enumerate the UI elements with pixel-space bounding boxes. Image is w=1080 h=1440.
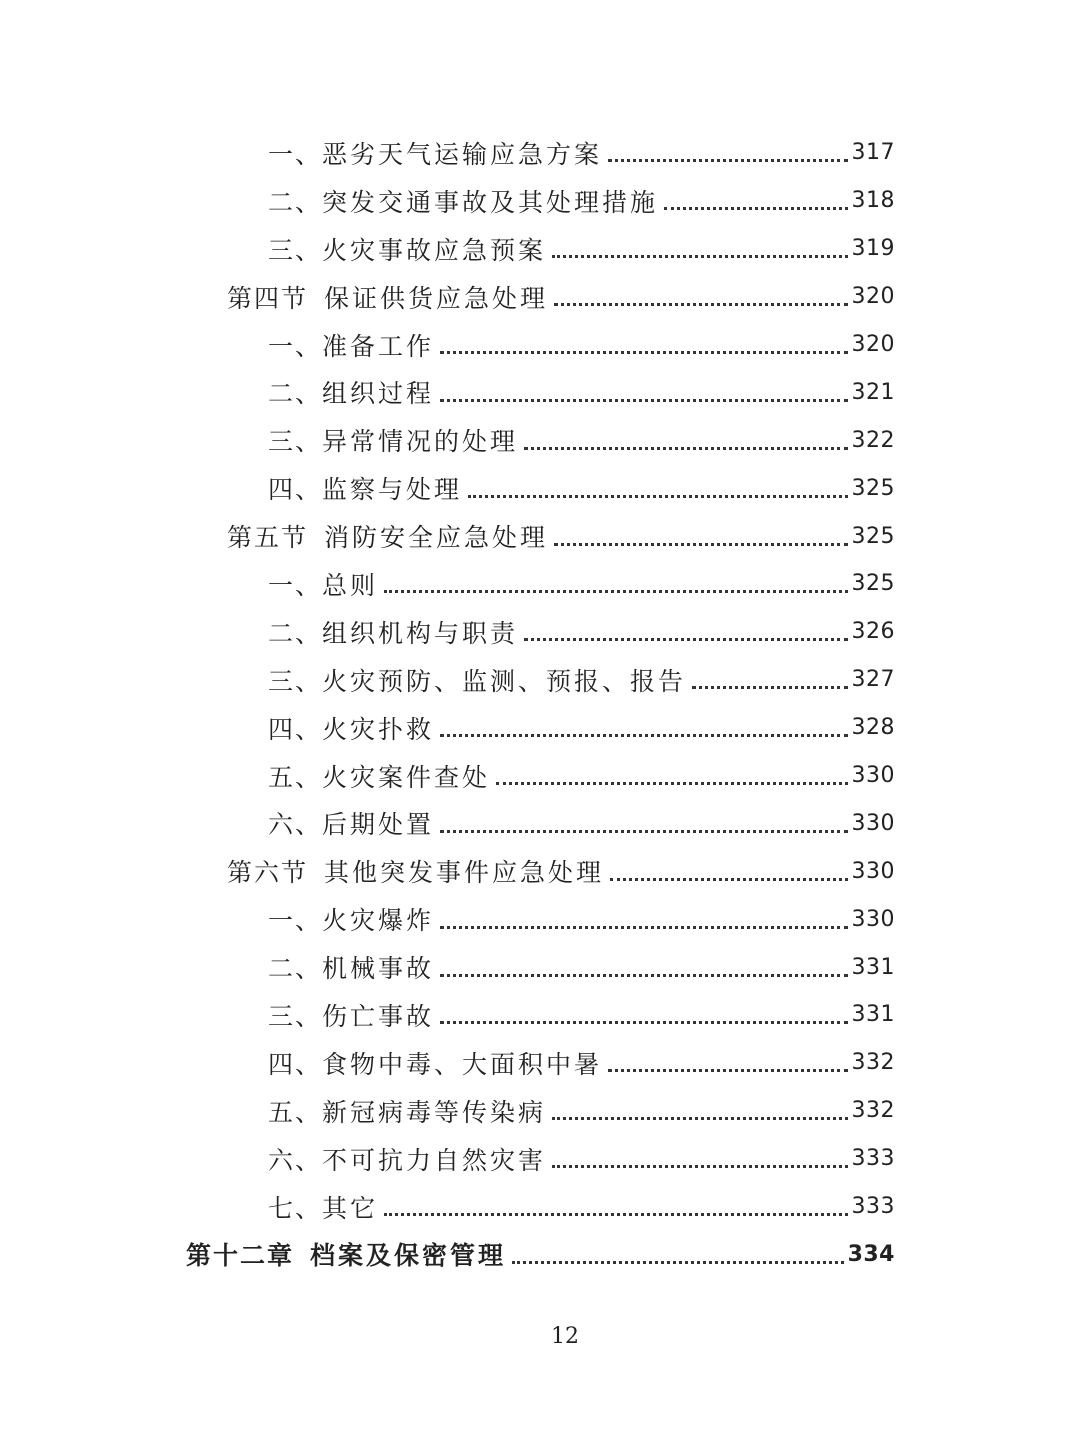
toc-entry-prefix: 第十二章 bbox=[186, 1241, 295, 1271]
toc-entry-page: 326 bbox=[851, 619, 895, 645]
toc-entry-title: 伤亡事故 bbox=[322, 1001, 435, 1031]
toc-entry bbox=[0, 608, 1080, 656]
toc-entry bbox=[0, 895, 1080, 943]
toc-entry-title: 突发交通事故及其处理措施 bbox=[322, 187, 659, 217]
toc-entry-prefix: 三、 bbox=[268, 1001, 323, 1031]
toc-entry-prefix: 一、 bbox=[268, 570, 323, 600]
toc-entry-page: 321 bbox=[851, 379, 895, 405]
toc-entry-prefix: 一、 bbox=[268, 906, 323, 936]
toc-entry-title: 组织过程 bbox=[322, 379, 435, 409]
toc-entry-prefix: 六、 bbox=[268, 1145, 323, 1175]
toc-entry-page: 334 bbox=[847, 1241, 895, 1267]
toc-entry-page: 330 bbox=[851, 906, 895, 932]
toc-dot-leader bbox=[554, 303, 847, 306]
toc-dot-leader bbox=[440, 351, 847, 354]
toc-dot-leader bbox=[552, 1165, 847, 1168]
toc-dot-leader bbox=[440, 1021, 847, 1024]
toc-entry-title: 其它 bbox=[322, 1193, 379, 1223]
toc-entry-title: 档案及保密管理 bbox=[310, 1241, 507, 1271]
toc-dot-leader bbox=[440, 974, 847, 977]
toc-dot-leader bbox=[552, 1117, 847, 1120]
page-number: 12 bbox=[551, 1324, 579, 1349]
toc-entry-title: 不可抗力自然灾害 bbox=[322, 1145, 547, 1175]
toc-dot-leader bbox=[664, 207, 847, 210]
toc-entry bbox=[0, 512, 1080, 560]
toc-entry-title: 火灾扑救 bbox=[322, 714, 435, 744]
toc-entry bbox=[0, 799, 1080, 847]
toc-entry bbox=[0, 273, 1080, 321]
toc-entry bbox=[0, 847, 1080, 895]
toc-dot-leader bbox=[554, 543, 847, 546]
toc-dot-leader bbox=[512, 1261, 844, 1264]
toc-entry bbox=[0, 416, 1080, 464]
toc-entry-page: 333 bbox=[851, 1146, 895, 1172]
toc-entry-prefix: 三、 bbox=[268, 666, 323, 696]
toc-entry-title: 新冠病毒等传染病 bbox=[322, 1097, 547, 1127]
toc-dot-leader bbox=[440, 926, 847, 929]
toc-entry-prefix: 三、 bbox=[268, 235, 323, 265]
toc-entry-page: 320 bbox=[851, 332, 895, 357]
toc-entry bbox=[0, 321, 1080, 369]
toc-entry-prefix: 二、 bbox=[268, 187, 323, 217]
toc-entry-title: 火灾案件查处 bbox=[322, 762, 491, 792]
toc-dot-leader bbox=[610, 878, 847, 881]
toc-dot-leader bbox=[440, 830, 847, 833]
toc-entry-prefix: 二、 bbox=[268, 618, 323, 648]
toc-entry bbox=[0, 991, 1080, 1039]
toc-entry bbox=[0, 129, 1080, 177]
toc-entry bbox=[0, 225, 1080, 273]
toc-entry-page: 327 bbox=[851, 667, 895, 693]
toc-entry-prefix: 四、 bbox=[268, 714, 323, 744]
toc-entry-page: 318 bbox=[851, 188, 895, 214]
toc-entry-title: 火灾爆炸 bbox=[322, 906, 435, 936]
toc-entry-title: 后期处置 bbox=[322, 810, 435, 840]
toc-dot-leader bbox=[468, 495, 847, 498]
toc-entry-prefix: 五、 bbox=[268, 1097, 323, 1127]
toc-dot-leader bbox=[384, 1213, 847, 1216]
toc-entry-page: 325 bbox=[851, 475, 895, 501]
toc-entry-title: 恶劣天气运输应急方案 bbox=[322, 139, 603, 169]
toc-entry-prefix: 三、 bbox=[268, 427, 323, 457]
toc-entry-prefix: 六、 bbox=[268, 810, 323, 840]
toc-entry-prefix: 五、 bbox=[268, 762, 323, 792]
toc-entry-prefix: 第六节 bbox=[227, 858, 309, 888]
toc-entry-title: 监察与处理 bbox=[322, 475, 463, 505]
toc-entry bbox=[0, 177, 1080, 225]
toc-entry-title: 火灾事故应急预案 bbox=[322, 235, 547, 265]
toc-entry bbox=[0, 1039, 1080, 1087]
toc-dot-leader bbox=[440, 399, 847, 402]
toc-entry-prefix: 四、 bbox=[268, 475, 323, 505]
toc-entry-page: 330 bbox=[851, 763, 895, 789]
toc-entry-title: 机械事故 bbox=[322, 954, 435, 984]
toc-entry-page: 317 bbox=[851, 140, 895, 166]
toc-entry bbox=[0, 1183, 1080, 1231]
toc-entry-page: 319 bbox=[851, 236, 895, 262]
toc-entry bbox=[0, 704, 1080, 752]
toc-entry-prefix: 七、 bbox=[268, 1193, 323, 1223]
toc-dot-leader bbox=[496, 782, 847, 785]
toc-entry-prefix: 一、 bbox=[268, 331, 323, 361]
toc-entry-page: 325 bbox=[851, 523, 895, 549]
toc-entry-page: 320 bbox=[851, 284, 895, 310]
toc-entry-page: 330 bbox=[851, 858, 895, 884]
toc-entry-title: 其他突发事件应急处理 bbox=[324, 858, 605, 888]
toc-dot-leader bbox=[384, 590, 847, 593]
toc-dot-leader bbox=[440, 734, 847, 737]
toc-entry bbox=[0, 943, 1080, 991]
toc-dot-leader bbox=[552, 255, 847, 258]
toc-dot-leader bbox=[608, 159, 847, 162]
toc-entry-title: 准备工作 bbox=[322, 331, 435, 361]
toc-dot-leader bbox=[524, 638, 847, 641]
toc-entry-prefix: 第四节 bbox=[227, 283, 309, 313]
toc-entry bbox=[0, 368, 1080, 416]
toc-entry-title: 保证供货应急处理 bbox=[324, 283, 549, 313]
toc-entry-page: 332 bbox=[851, 1098, 895, 1124]
toc-entry-page: 331 bbox=[851, 1002, 895, 1028]
toc-entry bbox=[0, 560, 1080, 608]
toc-entry-prefix: 二、 bbox=[268, 379, 323, 409]
toc-entry bbox=[0, 1135, 1080, 1183]
toc-entry-page: 325 bbox=[851, 571, 895, 597]
toc-dot-leader bbox=[692, 686, 847, 689]
toc-entry-prefix: 二、 bbox=[268, 954, 323, 984]
toc-entry-title: 总则 bbox=[322, 570, 379, 600]
toc-entry-title: 火灾预防、监测、预报、报告 bbox=[322, 666, 687, 696]
toc-entry bbox=[0, 656, 1080, 704]
toc-entry-prefix: 第五节 bbox=[227, 523, 309, 553]
toc-entry-title: 组织机构与职责 bbox=[322, 618, 519, 648]
toc-entry-page: 328 bbox=[851, 715, 895, 741]
toc-entry-page: 333 bbox=[851, 1194, 895, 1220]
toc-entry-page: 330 bbox=[851, 810, 895, 836]
toc-entry-title: 食物中毒、大面积中暑 bbox=[322, 1049, 603, 1079]
toc-entry-page: 331 bbox=[851, 954, 895, 980]
toc-entry bbox=[0, 1230, 1080, 1278]
toc-entry bbox=[0, 752, 1080, 800]
table-of-contents bbox=[0, 129, 1080, 1278]
toc-dot-leader bbox=[608, 1069, 847, 1072]
toc-entry-page: 332 bbox=[851, 1050, 895, 1076]
toc-entry-title: 消防安全应急处理 bbox=[324, 523, 549, 553]
toc-entry bbox=[0, 1087, 1080, 1135]
toc-entry-title: 异常情况的处理 bbox=[322, 427, 519, 457]
toc-entry bbox=[0, 464, 1080, 512]
toc-entry-prefix: 四、 bbox=[268, 1049, 323, 1079]
toc-dot-leader bbox=[524, 447, 847, 450]
toc-entry-page: 322 bbox=[851, 427, 895, 453]
toc-entry-prefix: 一、 bbox=[268, 139, 323, 169]
